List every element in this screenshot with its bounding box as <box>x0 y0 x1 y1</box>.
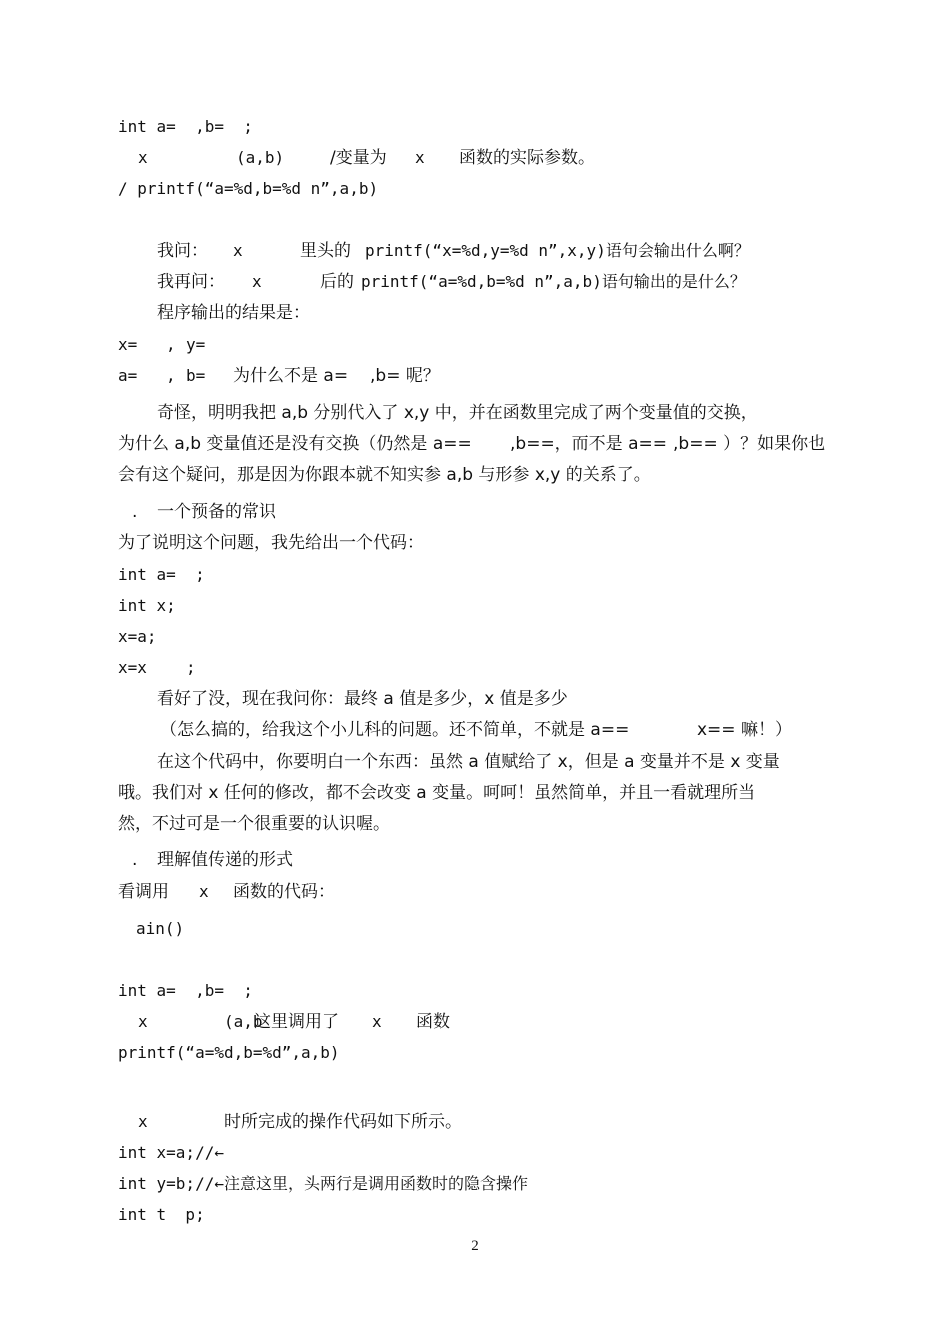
code-line <box>0 979 950 1009</box>
text-segment: x= <box>118 335 138 354</box>
text-line <box>0 364 950 394</box>
code-line <box>0 1172 950 1202</box>
text-segment: int x=a;//← <box>118 1143 224 1162</box>
text-segment: . <box>132 850 138 870</box>
text-segment: 时所完成的操作代码如下所示。 <box>224 1112 462 1132</box>
text-line <box>0 463 950 493</box>
text-segment: (a,b) <box>236 148 285 167</box>
text-segment: , <box>166 335 176 354</box>
code-line <box>0 625 950 655</box>
text-line <box>0 750 950 780</box>
text-segment: x== 嘛！） <box>697 720 792 740</box>
text-segment: x <box>138 1112 148 1131</box>
text-segment: b= <box>186 366 206 385</box>
text-segment: x <box>372 1012 382 1031</box>
text-line <box>0 333 950 363</box>
page-number: 2 <box>471 1238 479 1254</box>
text-segment: ain() <box>136 919 185 938</box>
text-segment: (a,b <box>224 1012 263 1031</box>
text-segment: int a= ,b= ; <box>118 981 253 1000</box>
text-segment: x <box>415 148 425 167</box>
text-line <box>0 239 950 269</box>
text-line <box>0 531 950 561</box>
text-segment: x <box>252 272 262 291</box>
text-segment: 奇怪，明明我把 a,b 分别代入了 x,y 中，并在函数里完成了两个变量值的交换， <box>157 403 758 423</box>
text-segment: printf(“x=%d,y=%d n”,x,y)语句会输出什么啊？ <box>365 241 750 260</box>
text-segment: 一个预备的常识 <box>157 502 276 522</box>
text-segment: 里头的 <box>300 241 351 261</box>
text-segment: x=a; <box>118 627 157 646</box>
text-segment: 我再问： <box>157 272 225 292</box>
code-line <box>0 1010 950 1040</box>
text-segment: x <box>199 882 209 901</box>
code-line <box>0 1041 950 1071</box>
text-segment: 函数的实际参数。 <box>459 148 595 168</box>
text-segment: 会有这个疑问，那是因为你跟本就不知实参 a,b 与形参 x,y 的关系了。 <box>118 465 651 485</box>
code-line <box>0 563 950 593</box>
code-line <box>0 146 950 176</box>
text-line <box>0 401 950 431</box>
text-segment: 看调用 <box>118 882 169 902</box>
text-line <box>0 781 950 811</box>
text-segment: ,b= 呢？ <box>370 366 440 386</box>
text-line <box>0 301 950 331</box>
text-segment: 在这个代码中，你要明白一个东西：虽然 a 值赋给了 x，但是 a 变量并不是 x 变量 <box>157 752 780 772</box>
text-segment: printf(“a=%d,b=%d”,a,b) <box>118 1043 340 1062</box>
section-heading <box>0 848 950 878</box>
text-segment: x=x <box>118 658 147 677</box>
text-segment: / printf(“a=%d,b=%d n”,a,b) <box>118 179 379 198</box>
text-line <box>0 432 950 462</box>
code-line <box>0 177 950 207</box>
text-segment: int y=b;//←注意这里，头两行是调用函数时的隐含操作 <box>118 1174 528 1193</box>
text-segment: 程序输出的结果是： <box>157 303 310 323</box>
text-segment: 这里调用了 <box>254 1012 339 1032</box>
text-segment: 后的 <box>320 272 354 292</box>
text-segment: 为什么 a,b 变量值还是没有交换（仍然是 a== <box>118 434 472 454</box>
text-segment: 我问： <box>157 241 208 261</box>
text-line <box>0 812 950 842</box>
text-segment: int a= ,b= ; <box>118 117 253 136</box>
text-segment: （怎么搞的，给我这个小儿科的问题。还不简单，不就是 a== <box>160 720 630 740</box>
text-segment: ; <box>186 658 196 677</box>
text-line <box>0 270 950 300</box>
text-segment: 然，不过可是一个很重要的认识喔。 <box>118 814 390 834</box>
text-segment: int t p; <box>118 1205 205 1224</box>
code-line <box>0 115 950 145</box>
text-segment: ,b== ）？如果你也 <box>673 434 826 454</box>
text-line <box>0 687 950 717</box>
text-segment: x <box>233 241 243 260</box>
code-line <box>0 1141 950 1171</box>
text-segment: printf(“a=%d,b=%d n”,a,b)语句输出的是什么？ <box>361 272 746 291</box>
text-segment: int x; <box>118 596 176 615</box>
text-segment: 为什么不是 a= <box>233 366 349 386</box>
section-heading <box>0 500 950 530</box>
text-segment: int a= ; <box>118 565 205 584</box>
text-segment: . <box>132 502 138 522</box>
text-line <box>0 718 950 748</box>
text-segment: 函数 <box>416 1012 450 1032</box>
text-segment: 哦。我们对 x 任何的修改，都不会改变 a 变量。呵呵！虽然简单，并且一看就理所当 <box>118 783 756 803</box>
code-line <box>0 1203 950 1233</box>
code-line <box>0 917 950 947</box>
text-segment: 为了说明这个问题，我先给出一个代码： <box>118 533 424 553</box>
code-line <box>0 656 950 686</box>
text-segment: 函数的代码： <box>233 882 335 902</box>
text-segment: 看好了没，现在我问你：最终 a 值是多少，x 值是多少 <box>157 689 568 709</box>
text-segment: ,b==，而不是 a== <box>510 434 667 454</box>
text-segment: a= <box>118 366 138 385</box>
text-segment: , <box>166 366 176 385</box>
text-segment: x <box>138 148 148 167</box>
text-segment: y= <box>186 335 206 354</box>
text-segment: x <box>138 1012 148 1031</box>
code-line <box>0 594 950 624</box>
text-segment: /变量为 <box>330 148 387 168</box>
text-line <box>0 880 950 910</box>
text-line <box>0 1110 950 1140</box>
text-segment: 理解值传递的形式 <box>157 850 293 870</box>
